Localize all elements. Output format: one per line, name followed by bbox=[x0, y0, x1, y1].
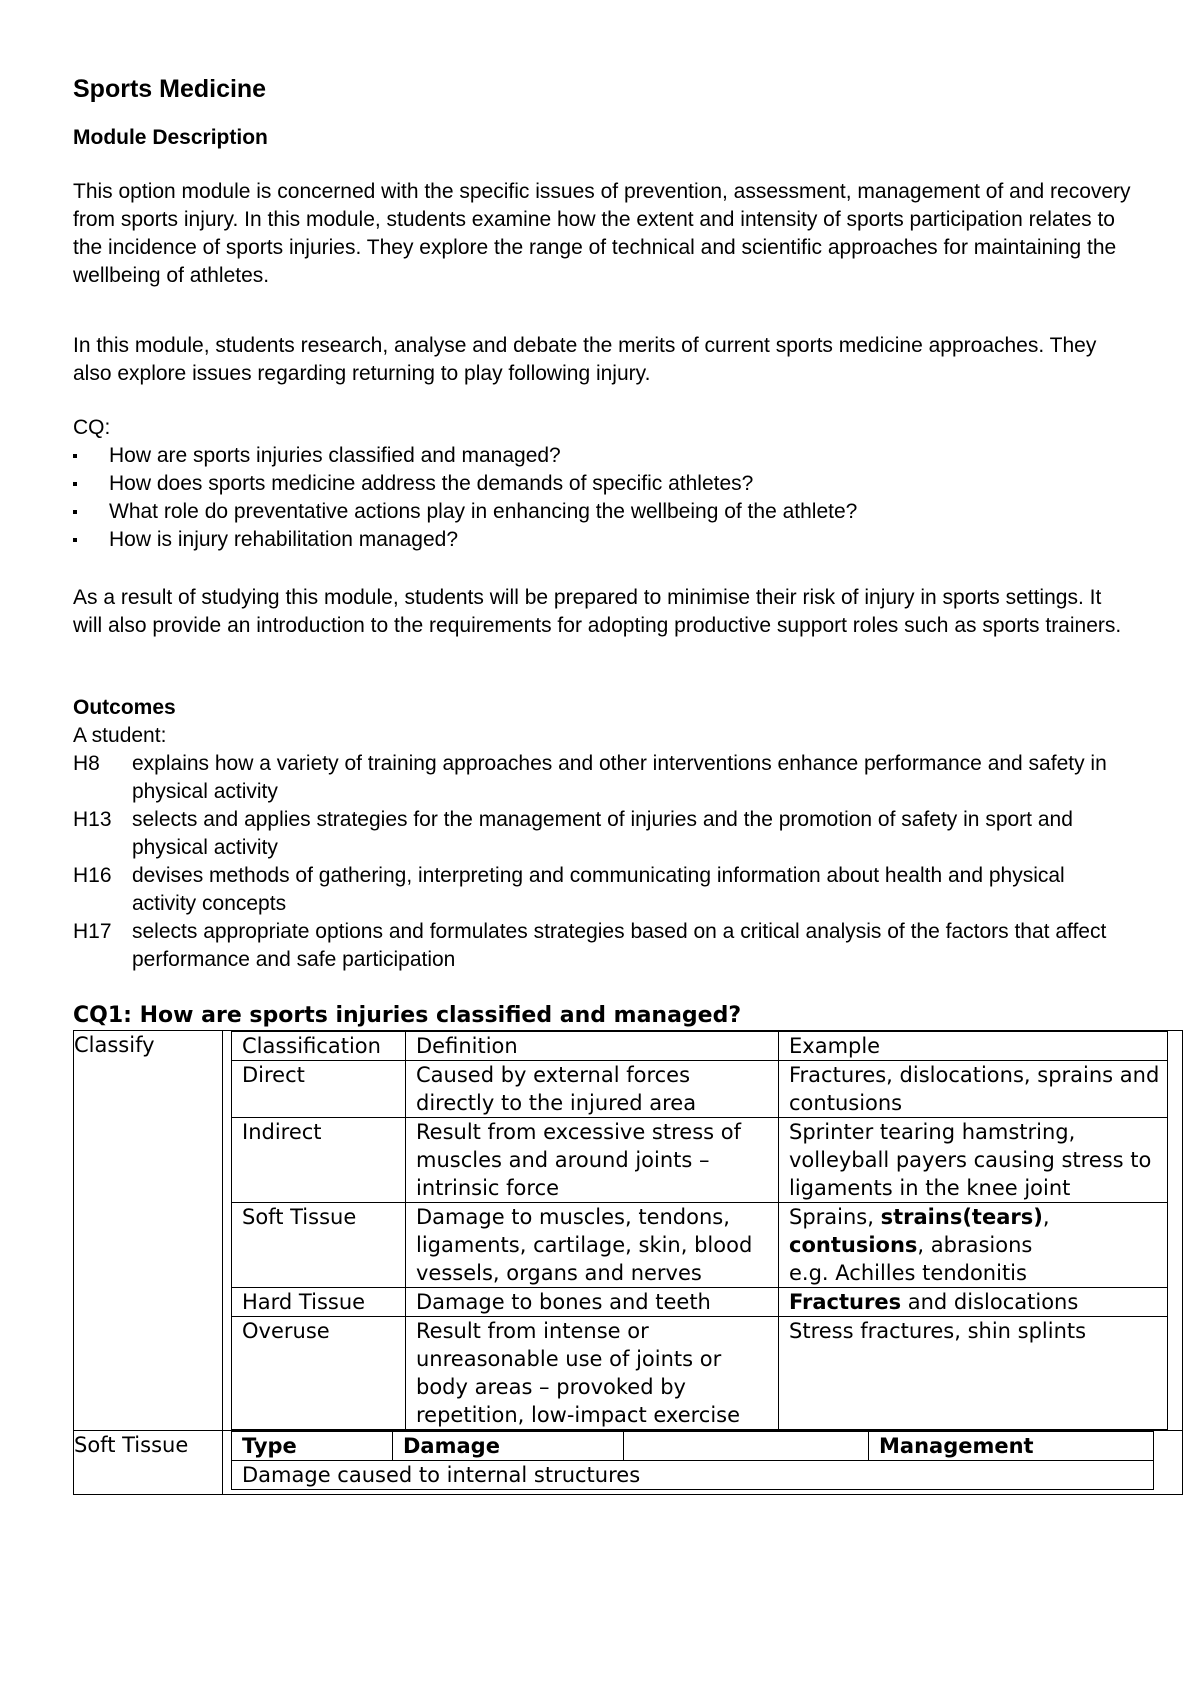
cell-definition: Caused by external forces directly to the injured area bbox=[406, 1061, 779, 1118]
outcome-text: selects appropriate options and formulates strategies based on a critical analysis of the factors that affect performance and safe participation bbox=[132, 920, 1107, 971]
cell-definition: Damage to bones and teeth bbox=[406, 1288, 779, 1317]
cq-section bbox=[73, 414, 1133, 554]
cq-item: How are sports injuries classified and managed? bbox=[73, 442, 1133, 470]
bullet-icon bbox=[73, 482, 77, 486]
cq-list bbox=[73, 442, 1133, 554]
bullet-icon bbox=[73, 538, 77, 542]
outcome-code: H13 bbox=[73, 808, 112, 831]
table-row bbox=[232, 1203, 1168, 1288]
header-management: Management bbox=[869, 1432, 1154, 1461]
outcome-item bbox=[73, 862, 1133, 918]
cq1-heading: CQ1: How are sports injuries classified and managed? bbox=[73, 1003, 742, 1028]
bullet-icon bbox=[73, 510, 77, 514]
cell-damage-description: Damage caused to internal structures bbox=[232, 1461, 1154, 1490]
module-description-heading: Module Description bbox=[73, 126, 268, 149]
soft-tissue-table-cell bbox=[223, 1431, 1183, 1495]
outcomes-intro: A student: bbox=[73, 724, 167, 747]
header-type: Type bbox=[232, 1432, 393, 1461]
cell-example: Fractures and dislocations bbox=[779, 1288, 1168, 1317]
cell-example: Stress fractures, shin splints bbox=[779, 1317, 1168, 1430]
table-row bbox=[232, 1317, 1168, 1430]
table-row bbox=[232, 1061, 1168, 1118]
cell-example: Fractures, dislocations, sprains and contusions bbox=[779, 1061, 1168, 1118]
outcome-code: H8 bbox=[73, 752, 100, 775]
outcome-code: H17 bbox=[73, 920, 112, 943]
intro-paragraph: This option module is concerned with the specific issues of prevention, assessment, management of and recovery from sports injury. In this module, students examine how the extent and intensity of sports participation relates to the incidence of sports injuries. They explore the range of technical and scientific approaches for maintaining the wellbeing of athletes. bbox=[73, 180, 1131, 287]
cq-label: CQ: bbox=[73, 416, 111, 439]
table-header-row bbox=[232, 1432, 1154, 1461]
soft-tissue-row bbox=[74, 1431, 1183, 1495]
outcome-item bbox=[73, 806, 1133, 862]
classify-table bbox=[231, 1031, 1168, 1430]
cell-example: Sprinter tearing hamstring, volleyball payers causing stress to ligaments in the knee joint bbox=[779, 1118, 1168, 1203]
cell-classification: Soft Tissue bbox=[232, 1203, 406, 1288]
header-blank bbox=[624, 1432, 869, 1461]
header-classification: Classification bbox=[232, 1032, 406, 1061]
header-example: Example bbox=[779, 1032, 1168, 1061]
outcome-item bbox=[73, 750, 1133, 806]
outcome-code: H16 bbox=[73, 864, 112, 887]
cell-classification: Hard Tissue bbox=[232, 1288, 406, 1317]
table-header-row bbox=[232, 1032, 1168, 1061]
soft-tissue-table bbox=[231, 1431, 1154, 1490]
table-row bbox=[232, 1461, 1154, 1490]
bullet-icon bbox=[73, 454, 77, 458]
outcome-text: explains how a variety of training approaches and other interventions enhance performance and safety in physical activity bbox=[132, 752, 1107, 803]
outcomes-heading: Outcomes bbox=[73, 696, 176, 719]
table-row bbox=[232, 1288, 1168, 1317]
classify-table-cell bbox=[223, 1031, 1183, 1431]
outcome-text: selects and applies strategies for the management of injuries and the promotion of safety in sport and physical activity bbox=[132, 808, 1073, 859]
page-title: Sports Medicine bbox=[73, 75, 267, 103]
cq1-table bbox=[73, 1030, 1183, 1495]
outcomes-section bbox=[73, 694, 1133, 974]
cq-item: How does sports medicine address the demands of specific athletes? bbox=[73, 470, 1133, 498]
result-paragraph: As a result of studying this module, students will be prepared to minimise their risk of injury in sports settings. It will also provide an introduction to the requirements for adopting productive support roles such as sports trainers. bbox=[73, 586, 1122, 637]
cell-definition: Result from intense or unreasonable use of joints or body areas – provoked by repetition, low-impact exercise bbox=[406, 1317, 779, 1430]
cq-item: What role do preventative actions play in enhancing the wellbeing of the athlete? bbox=[73, 498, 1133, 526]
header-damage: Damage bbox=[393, 1432, 624, 1461]
second-paragraph: In this module, students research, analyse and debate the merits of current sports medicine approaches. They also explore issues regarding returning to play following injury. bbox=[73, 334, 1097, 385]
outcome-item bbox=[73, 918, 1133, 974]
cell-classification: Overuse bbox=[232, 1317, 406, 1430]
cell-definition: Result from excessive stress of muscles and around joints – intrinsic force bbox=[406, 1118, 779, 1203]
cq-item: How is injury rehabilitation managed? bbox=[73, 526, 1133, 554]
classify-row bbox=[74, 1031, 1183, 1431]
table-row bbox=[232, 1118, 1168, 1203]
soft-tissue-label: Soft Tissue bbox=[74, 1431, 223, 1495]
cell-classification: Direct bbox=[232, 1061, 406, 1118]
cell-classification: Indirect bbox=[232, 1118, 406, 1203]
classify-label: Classify bbox=[74, 1031, 223, 1431]
outcome-text: devises methods of gathering, interpreting and communicating information about health and physical activity concepts bbox=[132, 864, 1065, 915]
cell-definition: Damage to muscles, tendons, ligaments, cartilage, skin, blood vessels, organs and nerves bbox=[406, 1203, 779, 1288]
header-definition: Definition bbox=[406, 1032, 779, 1061]
cell-example: Sprains, strains(tears), contusions, abrasions e.g. Achilles tendonitis bbox=[779, 1203, 1168, 1288]
